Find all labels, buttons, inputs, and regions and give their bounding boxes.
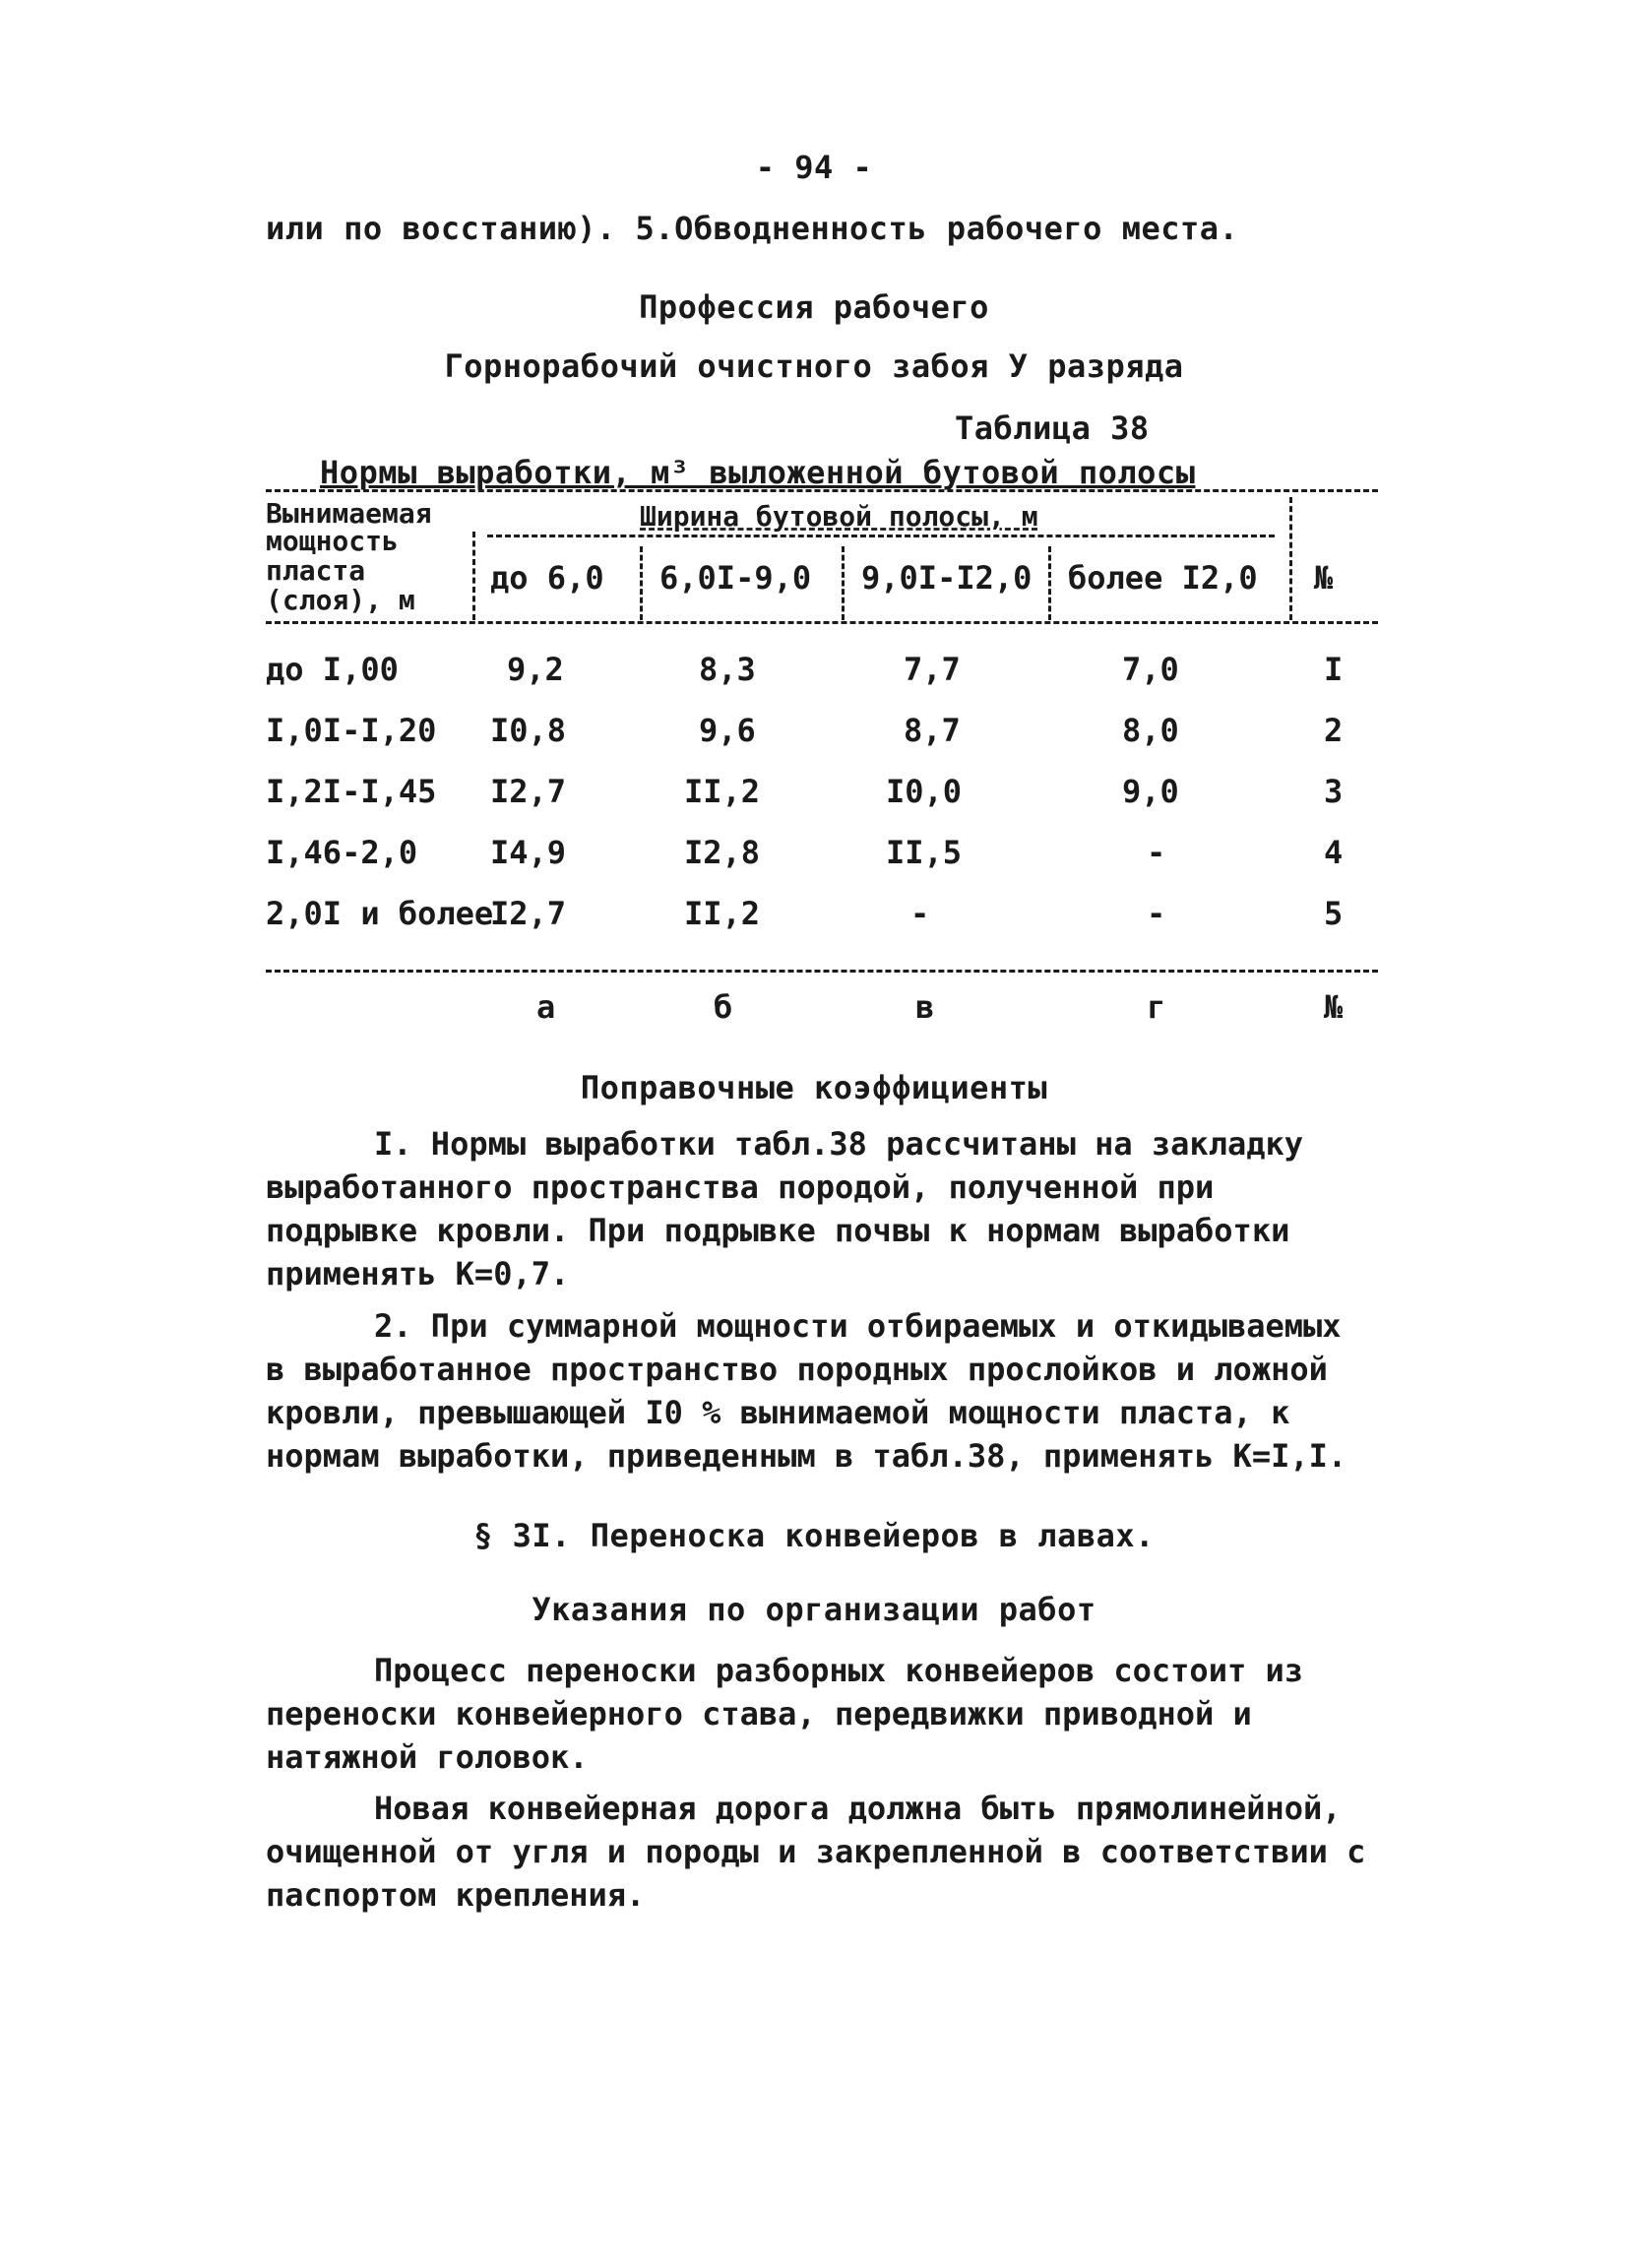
cell: 9,0 <box>1122 773 1179 810</box>
cell: I0,8 <box>490 712 567 749</box>
vsep-3 <box>1048 546 1051 620</box>
table-title: Нормы выработки, м³ выложенной бутовой полосы <box>320 454 1196 491</box>
cell: I2,7 <box>490 895 567 932</box>
vsep-2 <box>842 546 845 620</box>
cell: II,2 <box>684 773 761 810</box>
col-header-3: 9,0I-I2,0 <box>861 559 1033 597</box>
corrections-heading: Поправочные коэффициенты <box>580 1069 1048 1106</box>
row-no: I <box>1324 651 1344 688</box>
col-header-2: 6,0I-9,0 <box>659 559 812 597</box>
header-bottom-rule <box>266 621 1378 624</box>
row-no: 2 <box>1324 712 1344 749</box>
cell: - <box>1147 834 1166 871</box>
row-no: 4 <box>1324 834 1344 871</box>
cell: II,2 <box>684 895 761 932</box>
cell: 7,7 <box>904 651 961 688</box>
row-label: I,46-2,0 <box>266 834 418 871</box>
cell: I0,0 <box>886 773 963 810</box>
col-letter-v: в <box>915 988 935 1026</box>
header-left-line-2: мощность <box>266 525 399 557</box>
col-letter-b: б <box>714 988 733 1026</box>
col-letter-no: № <box>1324 988 1344 1026</box>
cell: - <box>1147 895 1166 932</box>
cell: I2,7 <box>490 773 567 810</box>
cell: I2,8 <box>684 834 761 871</box>
table-label: Таблица 38 <box>955 410 1150 447</box>
table-bottom-rule <box>266 970 1378 973</box>
cell: 8,0 <box>1122 712 1179 749</box>
vsep-1 <box>640 546 643 620</box>
org-paragraph-2: Новая конвейерная дорога должна быть прямолинейной, очищенной от угля и породы и закрепленной в соответствии с паспортом крепления. <box>266 1790 1366 1914</box>
row-label: I,0I-I,20 <box>266 712 437 749</box>
cell: - <box>910 895 930 932</box>
cell: 8,7 <box>904 712 961 749</box>
profession-name: Горнорабочий очистного забоя У разряда <box>444 347 1184 385</box>
header-left-line-3: пласта <box>266 554 366 587</box>
org-paragraph-1: Процесс переноски разборных конвейеров состоит из переноски конвейерного става, передвижки приводной и натяжной головок. <box>266 1652 1304 1776</box>
table-top-rule <box>266 489 1378 492</box>
group-header: Ширина бутовой полосы, м <box>640 500 1038 533</box>
cell: II,5 <box>886 834 963 871</box>
row-no: 3 <box>1324 773 1344 810</box>
section-heading: § 3I. Переноска конвейеров в лавах. <box>473 1517 1155 1554</box>
page-number: - 94 - <box>755 149 873 186</box>
group-header-rule <box>487 535 1275 537</box>
cell: 8,3 <box>699 651 756 688</box>
org-heading: Указания по организации работ <box>532 1591 1096 1628</box>
correction-paragraph-1: I. Нормы выработки табл.38 рассчитаны на закладку выработанного пространства породой, полученной при подрывке кровли. При подрывке почвы к нормам выработки применять К=0,7. <box>266 1125 1304 1292</box>
row-label: I,2I-I,45 <box>266 773 437 810</box>
header-left-line-1: Вынимаемая <box>266 497 432 530</box>
col-header-1: до 6,0 <box>490 559 604 597</box>
col-letter-g: г <box>1147 988 1166 1026</box>
row-no: 5 <box>1324 895 1344 932</box>
col-header-4: более I2,0 <box>1068 559 1258 597</box>
vsep-4 <box>1289 497 1292 620</box>
cell: 9,6 <box>699 712 756 749</box>
header-left-line-4: (слоя), м <box>266 584 415 616</box>
col-letter-a: а <box>536 988 556 1026</box>
col-header-no: № <box>1314 559 1334 597</box>
intro-line: или по восстанию). 5.Обводненность рабочего места. <box>266 210 1239 247</box>
profession-heading: Профессия рабочего <box>639 288 989 326</box>
correction-paragraph-2: 2. При суммарной мощности отбираемых и откидываемых в выработанное пространство породных прослойков и ложной кровли, превышающей I0 % вынимаемой мощности пласта, к нормам выработки, приведенным в табл.38, применять К=I,I. <box>266 1307 1347 1475</box>
row-label: 2,0I и более <box>266 895 494 932</box>
norms-table <box>266 448 1378 1039</box>
cell: 7,0 <box>1122 651 1179 688</box>
cell: 9,2 <box>507 651 564 688</box>
cell: I4,9 <box>490 834 567 871</box>
vsep-0 <box>472 532 475 620</box>
row-label: до I,00 <box>266 651 399 688</box>
